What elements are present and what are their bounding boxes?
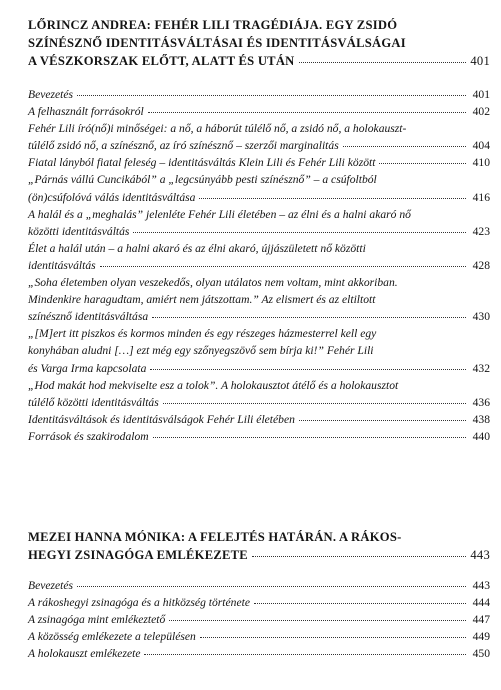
leader-dots	[100, 266, 466, 267]
entry-title: A holokauszt emlékezete	[28, 647, 141, 661]
entry-title: A közösség emlékezete a településen	[28, 630, 196, 644]
leader-dots	[144, 654, 466, 655]
chapter-title-text: HEGYI ZSINAGÓGA EMLÉKEZETE	[28, 548, 248, 562]
page-number: 438	[472, 412, 490, 426]
toc-entry[interactable]	[28, 154, 490, 171]
entry-title: A zsinagóga mint emlékeztető	[28, 613, 166, 627]
toc-entry[interactable]	[28, 594, 490, 611]
chapter-title-text: A VÉSZKORSZAK ELŐTT, ALATT ÉS UTÁN	[28, 54, 295, 68]
entry-title: színésznő identitásváltása	[28, 310, 149, 324]
entry-title: és Varga Irma kapcsolata	[28, 361, 147, 375]
page-number: 443	[470, 548, 490, 562]
leader-dots	[153, 437, 466, 438]
page-number: 430	[472, 310, 490, 324]
leader-dots	[163, 403, 466, 404]
entry-title-line: konyhában aludni […] ezt még egy szőnyegszövő sem bírja ki!” Fehér Lili	[28, 344, 374, 358]
toc-entry[interactable]	[28, 377, 490, 411]
leader-dots	[379, 163, 466, 164]
chapter-heading	[28, 528, 490, 564]
entry-title: Bevezetés	[28, 88, 74, 101]
page-number: 443	[472, 579, 490, 592]
page-number: 410	[472, 156, 490, 170]
page-number: 447	[472, 613, 490, 627]
leader-dots	[148, 112, 466, 113]
leader-dots	[299, 420, 466, 421]
leader-dots	[150, 369, 466, 370]
toc-entry[interactable]	[28, 274, 490, 325]
entry-title-line: Mindenkire haragudtam, amiért nem játszottam.” Az elismert és az eltiltott	[28, 293, 376, 307]
entry-title-line: „Soha életemben olyan veszekedős, olyan utálatos nem voltam, mint akkoriban.	[28, 276, 398, 290]
page-number: 404	[472, 139, 490, 153]
entry-title-line: „Párnás vállú Cuncikából” a „legcsúnyább pesti színésznő” – a csúfoltból	[28, 173, 377, 187]
toc-entry[interactable]	[28, 120, 490, 154]
chapter-title-line: SZÍNÉSZNŐ IDENTITÁSVÁLTÁSAI ÉS IDENTITÁSVÁLSÁGAI	[28, 36, 406, 50]
leader-dots	[299, 62, 466, 63]
toc-entry[interactable]	[28, 611, 490, 628]
toc-entry[interactable]	[28, 325, 490, 376]
leader-dots	[169, 620, 466, 621]
entry-title: A rákoshegyi zsinagóga és a hitközség története	[28, 596, 250, 610]
entry-title: Források és szakirodalom	[28, 429, 149, 443]
entry-title: Identitásváltások és identitásválságok Fehér Lili életében	[28, 412, 295, 426]
page-number: 449	[472, 630, 490, 644]
toc-entry[interactable]	[28, 628, 490, 645]
leader-dots	[199, 198, 466, 199]
entry-title: A felhasznált forrásokról	[28, 105, 144, 119]
entry-title: Bevezetés	[28, 579, 74, 592]
entry-title-line: „Hod makát hod mekviselte esz a tolok”. A holokausztot átélő és a holokausztot	[28, 378, 399, 392]
page-number: 440	[472, 429, 490, 443]
entry-title: identitásváltás	[28, 258, 96, 272]
toc-entry[interactable]	[28, 577, 490, 594]
toc-entry[interactable]	[28, 86, 490, 103]
entry-title-line: Élet a halál után – a halni akaró és az élni akaró, újjászületett nő közötti	[28, 241, 366, 255]
toc-entry[interactable]	[28, 206, 490, 240]
leader-dots	[343, 146, 466, 147]
leader-dots	[133, 232, 466, 233]
chapter-title-last-line	[28, 546, 490, 564]
chapter-title-line: LŐRINCZ ANDREA: FEHÉR LILI TRAGÉDIÁJA. EGY ZSIDÓ	[28, 18, 398, 32]
leader-dots	[254, 603, 466, 604]
page-number: 401	[472, 88, 490, 101]
entry-title-line: Fehér Lili író(nő)i minőségei: a nő, a háborút túlélő nő, a zsidó nő, a holokauszt-	[28, 122, 407, 136]
page-number: 401	[470, 54, 490, 68]
toc-section-mezei	[28, 528, 490, 662]
page-number: 432	[472, 361, 490, 375]
page-number: 444	[472, 596, 490, 610]
entry-title: közötti identitásváltás	[28, 224, 130, 238]
toc-entry[interactable]	[28, 240, 490, 274]
toc-entries	[28, 86, 490, 445]
entry-title: Fiatal lányból fiatal feleség – identitásváltás Klein Lili és Fehér Lili között	[28, 156, 376, 170]
page-number: 402	[472, 105, 490, 119]
entry-title: túlélő közötti identitásváltás	[28, 395, 159, 409]
leader-dots	[200, 637, 466, 638]
page-number: 428	[472, 258, 490, 272]
toc-entry[interactable]	[28, 645, 490, 662]
toc-entry[interactable]	[28, 411, 490, 428]
toc-entries	[28, 577, 490, 662]
page-number: 423	[472, 224, 490, 238]
page-number: 436	[472, 395, 490, 409]
entry-title: (ön)csúfolóvá válás identitásváltása	[28, 190, 196, 204]
leader-dots	[152, 317, 466, 318]
leader-dots	[77, 95, 466, 96]
entry-title-line: „[M]ert itt piszkos és kormos minden és egy részeges házmesterrel kell egy	[28, 327, 377, 341]
page-number: 416	[472, 190, 490, 204]
toc-entry[interactable]	[28, 428, 490, 445]
toc-entry[interactable]	[28, 171, 490, 205]
leader-dots	[77, 586, 466, 587]
toc-section-lorincz	[28, 16, 490, 445]
leader-dots	[252, 556, 466, 557]
page-number: 450	[472, 647, 490, 661]
entry-title: túlélő zsidó nő, a színésznő, az író színésznő – szerzői marginalitás	[28, 139, 339, 153]
entry-title-line: A halál és a „meghalás” jelenléte Fehér Lili életében – az élni és a halni akaró nő	[28, 207, 411, 221]
chapter-title-last-line	[28, 52, 490, 70]
toc-entry[interactable]	[28, 103, 490, 120]
chapter-heading	[28, 16, 490, 70]
chapter-title-line: MEZEI HANNA MÓNIKA: A FELEJTÉS HATÁRÁN. A RÁKOS-	[28, 530, 402, 544]
